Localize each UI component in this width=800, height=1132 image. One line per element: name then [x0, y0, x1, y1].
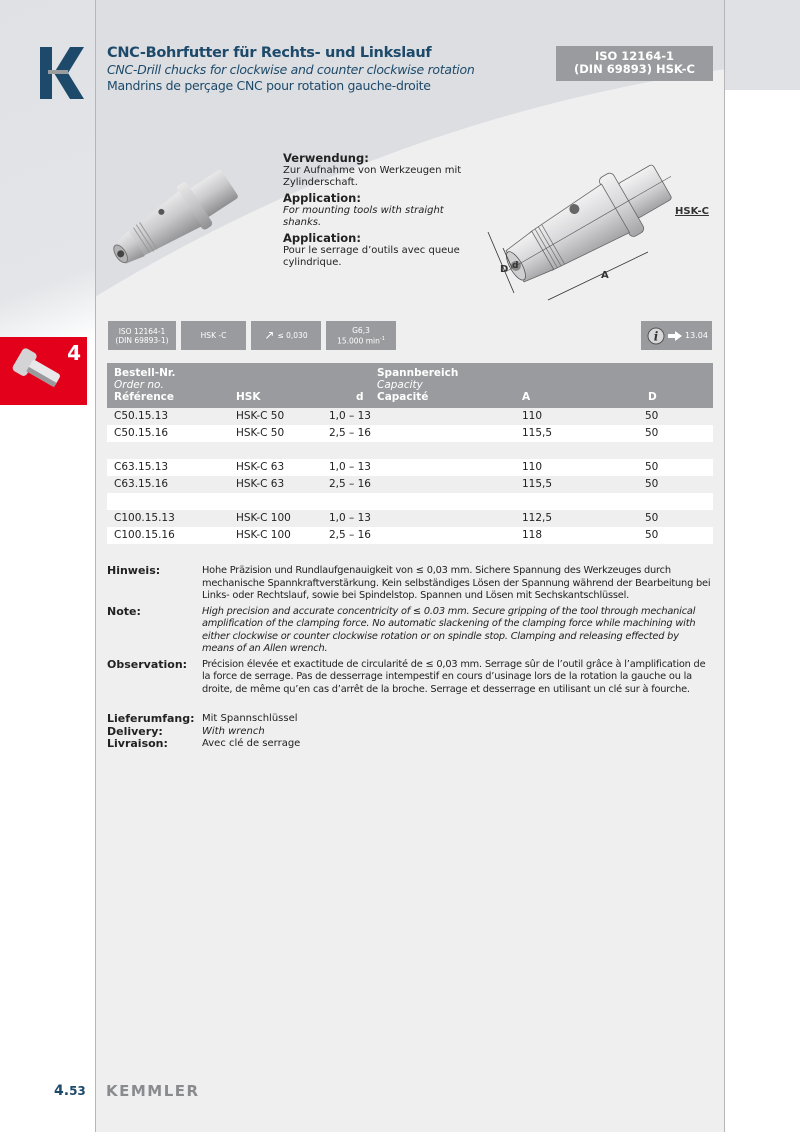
cell-D: 50	[645, 461, 659, 473]
cell-a: 115,5	[522, 427, 553, 439]
standard-badge	[556, 46, 713, 81]
cell-D: 50	[645, 478, 659, 490]
usage-text-fr: Pour le serrage d’outils avec queue cylindrique.	[283, 245, 460, 268]
header-capacity-en: Capacity	[377, 379, 423, 391]
cell-hsk: HSK-C 63	[236, 461, 285, 473]
header-hsk: HSK	[236, 391, 261, 403]
cell-capacity: 2,5 – 16	[329, 478, 371, 490]
drawing-label-D: D	[500, 264, 509, 275]
cell-a: 115,5	[522, 478, 553, 490]
header-d: d	[356, 391, 364, 403]
product-table	[107, 363, 713, 544]
table-body	[107, 408, 713, 544]
title-german: CNC-Bohrfutter für Rechts- und Linkslauf	[107, 45, 432, 61]
cell-a: 112,5	[522, 512, 553, 524]
spec-standard	[108, 321, 176, 350]
spec-standard-line-2: (DIN 69893-1)	[115, 335, 169, 345]
cell-hsk: HSK-C 100	[236, 529, 291, 541]
spec-balance	[326, 321, 396, 350]
note-text-en: High precision and accurate concentricity of ≤ 0.03 mm. Secure gripping of the tool through mechanical amplification of the clamping force. No automatic slackening of the clamping force while machining with either clockwise or counter clockwise rotation or on spindle stop. Clamping and releasing effected by means of an Allen wrench.	[202, 605, 696, 654]
cell-a: 110	[522, 461, 543, 473]
usage-text-de: Zur Aufnahme von Werkzeugen mit Zylinderschaft.	[283, 165, 462, 188]
cell-order-no: C100.15.13	[114, 512, 175, 524]
cell-order-no: C50.15.13	[114, 410, 169, 422]
header-capacity-de: Spannbereich	[377, 367, 459, 379]
right-margin	[724, 0, 800, 1132]
title-english: CNC-Drill chucks for clockwise and counter clockwise rotation	[107, 62, 475, 77]
delivery-text-fr: Avec clé de serrage	[202, 738, 301, 749]
cell-capacity: 2,5 – 16	[329, 427, 371, 439]
standard-line-1: ISO 12164-1	[594, 49, 675, 63]
delivery-section	[107, 713, 300, 751]
spec-speed-value: 15.000 min	[337, 336, 380, 346]
section-tab[interactable]	[0, 337, 87, 405]
cell-capacity: 1,0 – 13	[329, 512, 371, 524]
table-row	[107, 459, 713, 476]
cell-hsk: HSK-C 50	[236, 410, 285, 422]
spec-runout	[251, 321, 321, 350]
spec-balance-grade: G6,3	[352, 325, 370, 335]
note-text-fr: Précision élevée et exactitude de circularité de ≤ 0,03 mm. Serrage sûr de l’outil grâce à l’amplification de la force de serrage. Pas de desserrage intempestif en cours d’usinage lors de la rotation la gauche ou la droite, de même qu’en cas d’arrêt de la broche. Serrage et desserrage en utilisant un clé sur à fourche.	[202, 658, 706, 695]
header-capacity-fr: Capacité	[377, 391, 429, 403]
header-order-en: Order no.	[114, 379, 164, 391]
drawing-label-hsk: HSK-C	[675, 206, 709, 217]
spec-runout-value: ≤ 0,030	[277, 331, 308, 340]
header-D: D	[648, 391, 657, 403]
delivery-label-de: Lieferumfang:	[107, 712, 195, 725]
notes-section	[107, 565, 712, 699]
brand-name: KEMMLER	[106, 1082, 200, 1100]
cell-order-no: C50.15.16	[114, 427, 169, 439]
cell-order-no: C63.15.13	[114, 461, 169, 473]
cell-D: 50	[645, 427, 659, 439]
info-reference-button[interactable]	[641, 321, 712, 350]
table-row	[107, 408, 713, 425]
cell-a: 110	[522, 410, 543, 422]
spec-badges	[108, 321, 396, 350]
note-label-de: Hinweis:	[107, 564, 161, 577]
right-divider	[724, 0, 725, 1132]
cell-order-no: C100.15.16	[114, 529, 175, 541]
usage-text-en: For mounting tools with straight shanks.	[283, 205, 444, 228]
delivery-fr	[107, 738, 300, 751]
table-group-spacer	[107, 442, 713, 459]
table-header	[107, 363, 713, 408]
page-number-major: 4.	[54, 1083, 70, 1099]
drawing-label-A: A	[601, 270, 609, 281]
cell-D: 50	[645, 512, 659, 524]
note-fr	[107, 659, 712, 697]
usage-heading-en: Application:	[283, 191, 361, 205]
spec-hsk-label: HSK -C	[200, 331, 227, 340]
title-french: Mandrins de perçage CNC pour rotation gauche-droite	[107, 78, 431, 93]
svg-text:i: i	[653, 329, 659, 343]
arrow-right-icon	[668, 331, 682, 341]
info-icon	[647, 327, 665, 345]
header-order-de: Bestell-Nr.	[114, 367, 176, 379]
technical-drawing	[478, 150, 718, 315]
info-reference-page: 13.04	[685, 331, 708, 340]
cell-hsk: HSK-C 50	[236, 427, 285, 439]
section-tool-icon	[8, 345, 68, 397]
spec-hsk	[181, 321, 246, 350]
delivery-text-de: Mit Spannschlüssel	[202, 713, 298, 724]
drawing-label-d: d	[512, 261, 519, 271]
usage-heading-fr: Application:	[283, 231, 361, 245]
page-number-minor: 53	[69, 1084, 86, 1098]
delivery-label-fr: Livraison:	[107, 737, 168, 750]
spec-speed	[337, 335, 385, 346]
note-label-fr: Observation:	[107, 657, 188, 671]
cell-capacity: 1,0 – 13	[329, 410, 371, 422]
page-title-block	[107, 44, 474, 94]
page-number	[54, 1083, 86, 1099]
table-group-spacer	[107, 493, 713, 510]
usage-heading-de: Verwendung:	[283, 151, 369, 165]
cell-D: 50	[645, 529, 659, 541]
note-text-de: Hohe Präzision und Rundlaufgenauigkeit von ≤ 0,03 mm. Sichere Spannung des Werkzeuges durch mechanische Spannkraftverstärkung. Kein selbständiges Lösen der Spannung während der Bearbeitung bei Links- oder Rechtslauf, sowie bei Spindelstop. Spannen und Lösen mit Sechskantschlüssel.	[202, 565, 711, 601]
header-order-fr: Référence	[114, 391, 175, 403]
delivery-label-en: Delivery:	[107, 724, 163, 738]
table-row	[107, 425, 713, 442]
kemmler-k-logo	[40, 47, 84, 99]
table-row	[107, 510, 713, 527]
delivery-text-en: With wrench	[202, 725, 265, 737]
cell-hsk: HSK-C 63	[236, 478, 285, 490]
header-A: A	[522, 391, 531, 403]
cell-D: 50	[645, 410, 659, 422]
table-row	[107, 527, 713, 544]
table-row	[107, 476, 713, 493]
note-en	[107, 606, 712, 656]
section-number: 4	[67, 341, 81, 365]
cell-a: 118	[522, 529, 543, 541]
left-divider	[95, 0, 96, 1132]
cell-order-no: C63.15.16	[114, 478, 169, 490]
cell-capacity: 2,5 – 16	[329, 529, 371, 541]
note-label-en: Note:	[107, 604, 141, 618]
product-photo	[105, 150, 275, 270]
cell-hsk: HSK-C 100	[236, 512, 291, 524]
delivery-de	[107, 713, 300, 726]
cell-capacity: 1,0 – 13	[329, 461, 371, 473]
runout-arrow-icon: ↗	[264, 328, 275, 342]
spec-standard-line-1: ISO 12164-1	[118, 326, 166, 336]
spec-speed-exponent: -1	[379, 335, 385, 342]
note-de	[107, 565, 712, 603]
right-margin-header-shade	[724, 0, 800, 90]
usage-section	[283, 151, 483, 271]
standard-line-2: (DIN 69893) HSK-C	[573, 62, 695, 76]
